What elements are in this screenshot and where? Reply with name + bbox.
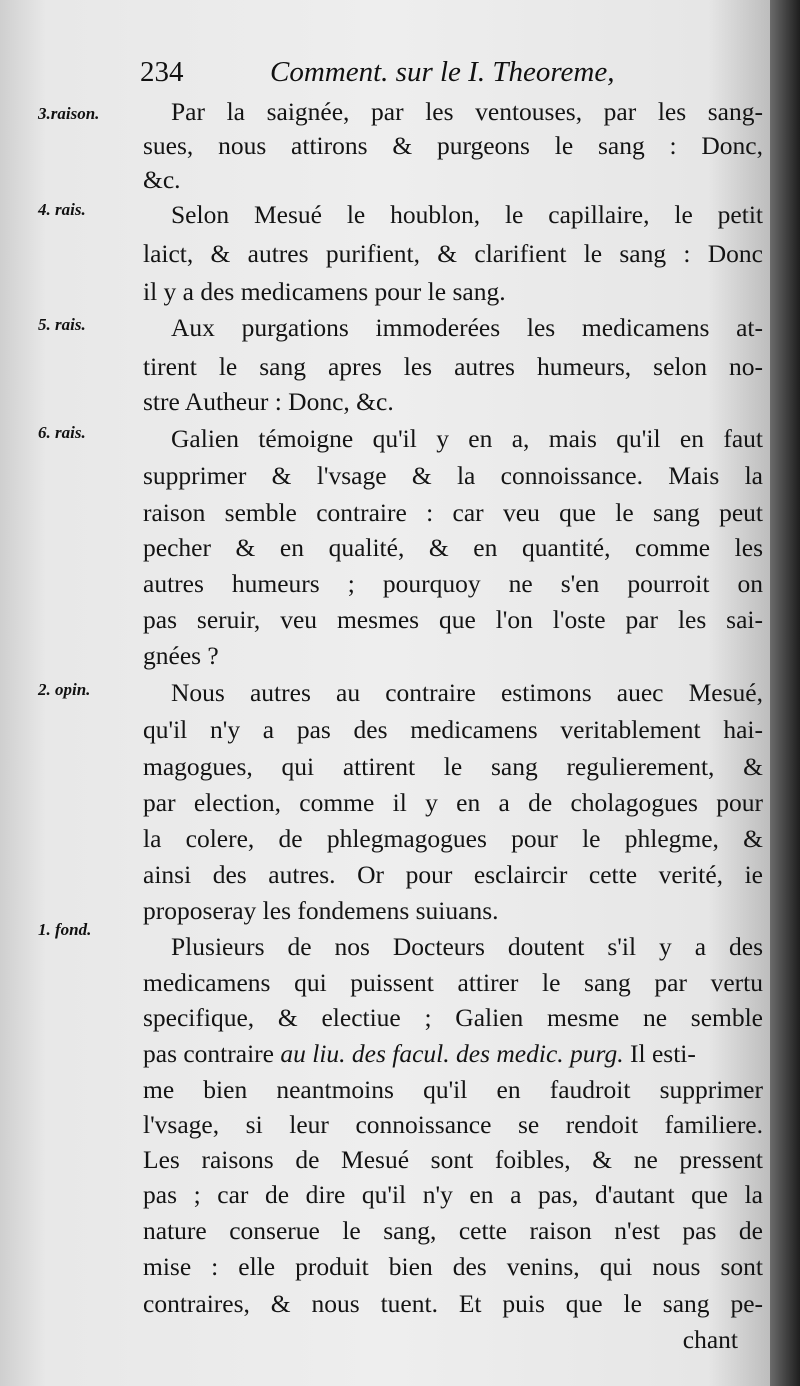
text-line: pas ; car de dire qu'il n'y en a pas, d'autant que la [143,1180,763,1209]
margin-note: 6. rais. [38,423,86,442]
text-line: pecher & en qualité, & en quantité, comme les [143,533,763,562]
text-line: sues, nous attirons & purgeons le sang : Donc, [143,131,763,160]
text-line: l'vsage, si leur connoissance se rendoit familiere. [143,1110,763,1139]
text-line: stre Autheur : Donc, &c. [143,387,394,416]
page-number: 234 [140,56,184,88]
text-line: il y a des medicamens pour le sang. [143,277,506,306]
text-line: medicamens qui puissent attirer le sang par vertu [143,968,763,997]
text-line: me bien neantmoins qu'il en faudroit supprimer [143,1075,763,1104]
citation: au liu. des facul. des medic. purg. [280,1039,624,1068]
text-line: Selon Mesué le houblon, le capillaire, le petit [171,200,763,229]
running-title: Comment. sur le I. Theoreme, [270,56,615,88]
text-line: Par la saignée, par les ventouses, par les sang- [171,97,763,126]
line-segment: pas contraire [143,1039,274,1068]
margin-note: 2. opin. [38,680,91,699]
text-line: gnées ? [143,641,219,670]
text-line: mise : elle produit bien des venins, qui nous sont [143,1252,763,1281]
text-line: pas seruir, veu mesmes que l'on l'oste par les sai- [143,605,763,634]
text-line: laict, & autres purifient, & clarifient le sang : Donc [143,239,763,268]
text-line: Galien témoigne qu'il y en a, mais qu'il en faut [171,424,763,453]
margin-note: 5. rais. [38,315,86,334]
text-line: la colere, de phlegmagogues pour le phlegme, & [143,824,763,853]
text-line: qu'il n'y a pas des medicamens veritablement hai- [143,715,763,744]
text-line: nature conserue le sang, cette raison n'est pas de [143,1216,763,1245]
text-line: raison semble contraire : car veu que le sang peut [143,498,763,527]
book-edge [770,0,800,1386]
margin-note: 1. fond. [38,920,92,939]
text-line: Nous autres au contraire estimons auec Mesué, [171,678,763,707]
text-line: par election, comme il y en a de cholagogues pour [143,788,763,817]
catchword: chant [682,1325,738,1354]
text-line: proposeray les fondemens suiuans. [143,896,499,925]
text-line: Plusieurs de nos Docteurs doutent s'il y a des [171,932,763,961]
text-line: Aux purgations immoderées les medicamens at- [171,313,763,342]
text-line: autres humeurs ; pourquoy ne s'en pourroit on [143,569,763,598]
text-line: contraires, & nous tuent. Et puis que le sang pe- [143,1289,763,1318]
text-line: tirent le sang apres les autres humeurs, selon no- [143,352,763,381]
text-line: supprimer & l'vsage & la connoissance. Mais la [143,461,763,490]
text-line: specifique, & electiue ; Galien mesme ne semble [143,1003,763,1032]
margin-note: 3.raison. [38,104,100,123]
line-segment: Il esti- [630,1039,696,1068]
margin-note: 4. rais. [38,200,86,219]
text-line: Les raisons de Mesué sont foibles, & ne pressent [143,1145,763,1174]
text-line: magogues, qui attirent le sang regulierement, & [143,752,763,781]
page-header [140,56,740,96]
text-line: ainsi des autres. Or pour esclaircir cette verité, ie [143,860,763,889]
text-line: &c. [143,165,181,194]
text-line [143,1037,763,1071]
